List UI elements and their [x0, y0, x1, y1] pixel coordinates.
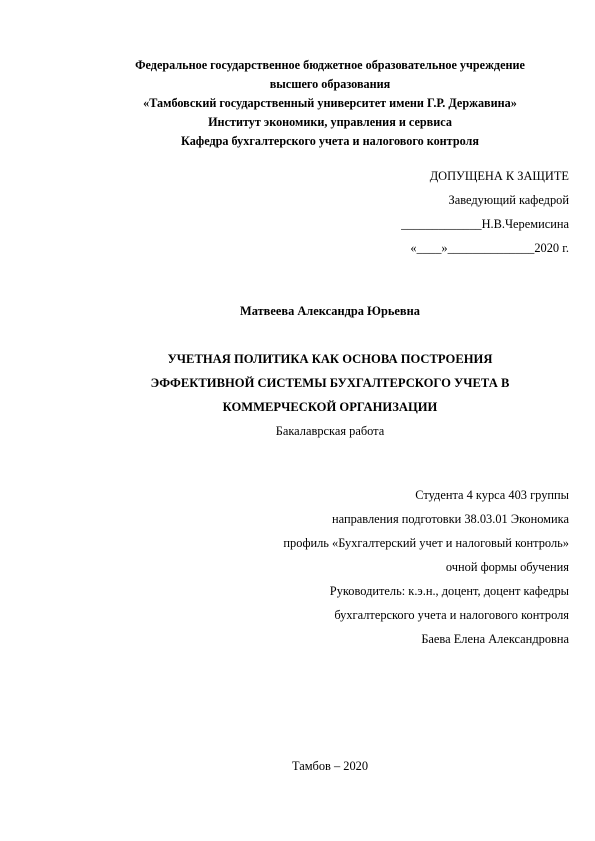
author-name: Матвеева Александра Юрьевна [240, 304, 420, 318]
header-line-1: Федеральное государственное бюджетное образовательное учреждение [135, 58, 525, 72]
student-line-2: направления подготовки 38.03.01 Экономика [332, 512, 569, 526]
title-line-3: КОММЕРЧЕСКОЙ ОРГАНИЗАЦИИ [222, 400, 438, 414]
approval-line-2: Заведующий кафедрой [448, 193, 569, 207]
city-year-footer: Тамбов – 2020 [291, 759, 369, 773]
header-line-4: Институт экономики, управления и сервиса [208, 115, 452, 129]
title-line-2: ЭФФЕКТИВНОЙ СИСТЕМЫ БУХГАЛТЕРСКОГО УЧЕТА В [150, 376, 510, 390]
supervisor-name: Баева Елена Александровна [421, 632, 569, 646]
supervisor-line-1: Руководитель: к.э.н., доцент, доцент кафедры [329, 584, 569, 598]
approval-date-line: «____»______________2020 г. [410, 241, 569, 255]
approval-line-1: ДОПУЩЕНА К ЗАЩИТЕ [429, 169, 569, 183]
student-line-1: Студента 4 курса 403 группы [415, 488, 569, 502]
supervisor-line-2: бухгалтерского учета и налогового контроля [334, 608, 569, 622]
student-line-3: профиль «Бухгалтерский учет и налоговый контроль» [283, 536, 569, 550]
work-type: Бакалаврская работа [275, 424, 385, 438]
header-line-3: «Тамбовский государственный университет имени Г.Р. Державина» [143, 96, 517, 110]
header-line-2: высшего образования [269, 77, 391, 91]
title-line-1: УЧЕТНАЯ ПОЛИТИКА КАК ОСНОВА ПОСТРОЕНИЯ [167, 352, 493, 366]
approval-signature-line: _____________Н.В.Черемисина [401, 217, 569, 231]
header-line-5: Кафедра бухгалтерского учета и налогового контроля [181, 134, 479, 148]
student-line-4: очной формы обучения [445, 560, 569, 574]
